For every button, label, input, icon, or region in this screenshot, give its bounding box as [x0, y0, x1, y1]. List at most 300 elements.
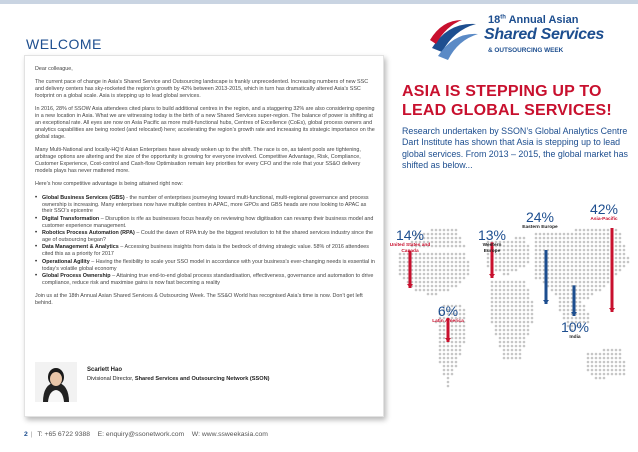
map-dot	[435, 257, 438, 260]
map-dot	[519, 333, 522, 336]
map-dot	[491, 317, 494, 320]
map-dot	[579, 273, 582, 276]
map-dot	[619, 361, 622, 364]
map-dot	[575, 245, 578, 248]
map-dot	[619, 237, 622, 240]
map-dot	[507, 293, 510, 296]
map-dot	[563, 281, 566, 284]
map-dot	[587, 237, 590, 240]
map-dot	[439, 253, 442, 256]
map-dot	[511, 357, 514, 360]
map-dot	[503, 273, 506, 276]
map-dot	[599, 265, 602, 268]
map-dot	[551, 289, 554, 292]
map-dot	[455, 349, 458, 352]
map-dot	[603, 233, 606, 236]
map-dot	[503, 313, 506, 316]
map-dot	[507, 329, 510, 332]
map-dot	[511, 309, 514, 312]
map-dot	[559, 297, 562, 300]
map-dot	[499, 301, 502, 304]
map-dot	[503, 353, 506, 356]
map-dot	[511, 333, 514, 336]
map-dot	[519, 305, 522, 308]
map-dot	[455, 253, 458, 256]
map-dot	[499, 265, 502, 268]
map-dot	[519, 329, 522, 332]
map-dot	[591, 353, 594, 356]
map-dot	[447, 233, 450, 236]
map-dot	[603, 277, 606, 280]
map-dot	[555, 261, 558, 264]
map-dot	[607, 257, 610, 260]
map-dot	[459, 353, 462, 356]
map-dot	[455, 333, 458, 336]
map-dot	[523, 341, 526, 344]
map-dot	[459, 273, 462, 276]
map-dot	[403, 257, 406, 260]
map-dot	[499, 293, 502, 296]
map-dot	[603, 373, 606, 376]
map-dot	[443, 265, 446, 268]
map-dot	[435, 285, 438, 288]
map-dot	[559, 237, 562, 240]
map-dot	[595, 289, 598, 292]
map-dot	[579, 229, 582, 232]
map-dot	[499, 317, 502, 320]
map-dot	[595, 369, 598, 372]
map-dot	[439, 289, 442, 292]
map-dot	[555, 281, 558, 284]
map-dot	[571, 273, 574, 276]
map-dot	[575, 237, 578, 240]
map-dot	[515, 285, 518, 288]
map-dot	[439, 329, 442, 332]
map-dot	[447, 241, 450, 244]
map-dot	[563, 233, 566, 236]
map-dot	[591, 281, 594, 284]
map-dot	[535, 241, 538, 244]
map-dot	[451, 361, 454, 364]
map-dot	[499, 313, 502, 316]
map-dot	[559, 305, 562, 308]
map-dot	[511, 349, 514, 352]
map-dot	[463, 245, 466, 248]
map-dot	[531, 305, 534, 308]
map-dot	[595, 249, 598, 252]
map-dot	[427, 261, 430, 264]
map-dot	[603, 349, 606, 352]
map-dot	[503, 281, 506, 284]
map-dot	[459, 245, 462, 248]
map-dot	[507, 269, 510, 272]
map-dot	[503, 349, 506, 352]
map-dot	[435, 281, 438, 284]
map-dot	[499, 345, 502, 348]
letter-paragraph: The current pace of change in Asia’s Shared Service and Outsourcing landscape is frankly unprecedented. Increasing numbers of new SSC and delivery centers has sky-rocketed the region’s growth by 42% between 2013-2015, which in turn has dramatically altered Asia’s SSC footprint on a global scale. Asia is stepping up to lead global services.	[35, 79, 369, 100]
footer-email[interactable]: E: enquiry@ssonetwork.com	[97, 431, 185, 438]
map-dot	[499, 261, 502, 264]
map-dot	[451, 285, 454, 288]
map-dot	[615, 249, 618, 252]
map-dot	[443, 245, 446, 248]
map-dot	[587, 357, 590, 360]
map-dot	[447, 289, 450, 292]
stat-value: 42%	[589, 201, 619, 217]
map-dot	[431, 265, 434, 268]
map-dot	[455, 325, 458, 328]
map-dot	[511, 281, 514, 284]
map-dot	[599, 229, 602, 232]
map-dot	[535, 233, 538, 236]
map-dot	[599, 273, 602, 276]
map-dot	[527, 325, 530, 328]
map-dot	[503, 337, 506, 340]
map-dot	[611, 361, 614, 364]
map-dot	[571, 265, 574, 268]
stat-value: 24%	[525, 209, 555, 225]
map-dot	[447, 265, 450, 268]
map-dot	[615, 241, 618, 244]
map-dot	[443, 361, 446, 364]
map-dot	[499, 337, 502, 340]
map-dot	[503, 345, 506, 348]
map-dot	[503, 325, 506, 328]
map-dot	[567, 257, 570, 260]
map-dot	[575, 269, 578, 272]
map-dot	[503, 289, 506, 292]
map-dot	[503, 293, 506, 296]
map-dot	[579, 301, 582, 304]
map-dot	[567, 293, 570, 296]
map-dot	[463, 253, 466, 256]
map-dot	[587, 241, 590, 244]
map-dot	[527, 293, 530, 296]
map-dot	[579, 293, 582, 296]
map-dot	[447, 269, 450, 272]
map-dot	[455, 237, 458, 240]
region-bar	[573, 285, 576, 316]
map-dot	[439, 273, 442, 276]
map-dot	[607, 273, 610, 276]
map-dot	[439, 353, 442, 356]
map-dot	[587, 297, 590, 300]
map-dot	[447, 253, 450, 256]
map-dot	[455, 233, 458, 236]
map-dot	[571, 257, 574, 260]
list-item: • Digital Transformation – Disruption is rife as businesses focus heavily on reviewing how digitisation can revamp their business model and customer experience management.	[35, 216, 375, 230]
map-dot	[515, 317, 518, 320]
map-dot	[583, 281, 586, 284]
map-dot	[575, 241, 578, 244]
map-dot	[587, 353, 590, 356]
map-dot	[607, 365, 610, 368]
map-dot	[519, 309, 522, 312]
map-dot	[523, 313, 526, 316]
map-dot	[519, 297, 522, 300]
map-dot	[615, 269, 618, 272]
map-dot	[451, 365, 454, 368]
stat-eastern-europe	[522, 210, 558, 231]
map-dot	[611, 373, 614, 376]
map-dot	[559, 233, 562, 236]
map-dot	[515, 337, 518, 340]
list-item: • Global Process Ownership – Attaining true end-to-end global process standardisation, effectiveness, governance and automation to drive compliance, reduce risk and maximise gains is now fast becoming a reality	[35, 273, 375, 287]
map-dot	[519, 285, 522, 288]
map-dot	[507, 273, 510, 276]
map-dot	[551, 277, 554, 280]
map-dot	[455, 277, 458, 280]
map-dot	[519, 357, 522, 360]
map-dot	[603, 361, 606, 364]
map-dot	[515, 281, 518, 284]
map-dot	[459, 277, 462, 280]
map-dot	[415, 265, 418, 268]
map-dot	[507, 305, 510, 308]
map-dot	[607, 353, 610, 356]
author-signature	[35, 362, 375, 402]
map-dot	[499, 329, 502, 332]
map-dot	[563, 265, 566, 268]
map-dot	[515, 345, 518, 348]
map-dot	[595, 281, 598, 284]
map-dot	[511, 249, 514, 252]
map-dot	[451, 257, 454, 260]
map-dot	[575, 249, 578, 252]
map-dot	[447, 257, 450, 260]
map-dot	[579, 233, 582, 236]
map-dot	[583, 241, 586, 244]
map-dot	[419, 257, 422, 260]
map-dot	[443, 241, 446, 244]
map-dot	[419, 281, 422, 284]
map-dot	[515, 301, 518, 304]
map-dot	[615, 365, 618, 368]
map-dot	[523, 309, 526, 312]
map-dot	[495, 281, 498, 284]
map-dot	[567, 237, 570, 240]
stat-region: Eastern Europe	[522, 225, 558, 230]
map-dot	[527, 321, 530, 324]
map-dot	[435, 233, 438, 236]
map-dot	[455, 341, 458, 344]
map-dot	[427, 289, 430, 292]
map-dot	[539, 237, 542, 240]
map-dot	[447, 377, 450, 380]
map-dot	[623, 249, 626, 252]
map-dot	[435, 261, 438, 264]
map-dot	[447, 361, 450, 364]
map-dot	[559, 253, 562, 256]
letter-paragraph: Many Multi-National and locally-HQ’d Asian Enterprises have already woken up to the shift. The race is on, as talent pools are tightening, arbitrage options are altering and the size of the opportunity is growing for everyone involved. Competitive Advantage, Risk, Compliance, Customer Experience, Cost-control and Cash-flow Optimisation remain key priorities for every CFO and the role that your SS&O delivery models plays has never mattered more.	[35, 147, 361, 175]
region-pin-icon	[489, 274, 495, 278]
region-bar	[611, 228, 614, 312]
map-dot	[443, 357, 446, 360]
map-dot	[527, 257, 530, 260]
map-dot	[443, 349, 446, 352]
map-dot	[507, 297, 510, 300]
map-dot	[531, 321, 534, 324]
map-dot	[567, 309, 570, 312]
map-dot	[515, 297, 518, 300]
map-dot	[515, 329, 518, 332]
map-dot	[523, 325, 526, 328]
map-dot	[595, 257, 598, 260]
map-dot	[511, 245, 514, 248]
map-dot	[615, 361, 618, 364]
map-dot	[507, 357, 510, 360]
map-dot	[491, 293, 494, 296]
map-dot	[591, 237, 594, 240]
map-dot	[599, 377, 602, 380]
map-dot	[443, 369, 446, 372]
map-dot	[603, 245, 606, 248]
region-pin-icon	[543, 300, 549, 304]
map-dot	[535, 261, 538, 264]
map-dot	[443, 373, 446, 376]
map-dot	[455, 265, 458, 268]
map-dot	[523, 333, 526, 336]
map-dot	[623, 265, 626, 268]
map-dot	[571, 277, 574, 280]
map-dot	[619, 357, 622, 360]
map-dot	[451, 241, 454, 244]
map-dot	[511, 241, 514, 244]
map-dot	[555, 273, 558, 276]
map-dot	[487, 265, 490, 268]
map-dot	[439, 233, 442, 236]
map-dot	[499, 305, 502, 308]
map-dot	[555, 269, 558, 272]
map-dot	[535, 265, 538, 268]
map-dot	[499, 289, 502, 292]
map-dot	[443, 329, 446, 332]
map-dot	[587, 261, 590, 264]
map-dot	[591, 245, 594, 248]
map-dot	[447, 237, 450, 240]
map-dot	[439, 277, 442, 280]
map-dot	[563, 313, 566, 316]
map-dot	[599, 289, 602, 292]
map-dot	[447, 365, 450, 368]
stat-value: 13%	[477, 227, 507, 243]
map-dot	[615, 245, 618, 248]
map-dot	[431, 281, 434, 284]
map-dot	[603, 273, 606, 276]
map-dot	[515, 353, 518, 356]
map-dot	[555, 245, 558, 248]
map-dot	[567, 277, 570, 280]
stat-region: Asia-Pacific	[590, 217, 618, 222]
map-dot	[455, 257, 458, 260]
footer-website[interactable]: W: www.ssweekasia.com	[191, 431, 268, 438]
page-title: WELCOME	[26, 36, 102, 52]
map-dot	[555, 257, 558, 260]
map-dot	[599, 285, 602, 288]
map-dot	[451, 373, 454, 376]
map-dot	[583, 257, 586, 260]
map-dot	[503, 301, 506, 304]
map-dot	[619, 353, 622, 356]
map-dot	[595, 229, 598, 232]
map-dot	[451, 261, 454, 264]
map-dot	[515, 257, 518, 260]
map-dot	[559, 273, 562, 276]
map-dot	[443, 277, 446, 280]
map-dot	[451, 345, 454, 348]
map-dot	[531, 309, 534, 312]
map-dot	[599, 241, 602, 244]
map-dot	[519, 313, 522, 316]
map-dot	[591, 269, 594, 272]
map-dot	[559, 269, 562, 272]
map-dot	[495, 333, 498, 336]
map-dot	[603, 353, 606, 356]
map-dot	[583, 277, 586, 280]
map-dot	[431, 293, 434, 296]
map-dot	[523, 329, 526, 332]
map-dot	[459, 329, 462, 332]
map-dot	[527, 333, 530, 336]
map-dot	[511, 257, 514, 260]
map-dot	[599, 365, 602, 368]
map-dot	[567, 269, 570, 272]
stat-region: United States and Canada	[389, 243, 431, 254]
map-dot	[559, 261, 562, 264]
map-dot	[619, 257, 622, 260]
map-dot	[615, 229, 618, 232]
map-dot	[555, 237, 558, 240]
map-dot	[419, 277, 422, 280]
map-dot	[415, 269, 418, 272]
map-dot	[551, 233, 554, 236]
map-dot	[423, 281, 426, 284]
map-dot	[563, 277, 566, 280]
map-dot	[611, 353, 614, 356]
map-dot	[555, 293, 558, 296]
map-dot	[423, 269, 426, 272]
map-dot	[583, 293, 586, 296]
map-dot	[611, 369, 614, 372]
map-dot	[443, 345, 446, 348]
map-dot	[447, 261, 450, 264]
map-dot	[591, 261, 594, 264]
map-dot	[415, 273, 418, 276]
map-dot	[563, 237, 566, 240]
map-dot	[439, 349, 442, 352]
map-dot	[439, 345, 442, 348]
map-dot	[515, 325, 518, 328]
map-dot	[551, 249, 554, 252]
map-dot	[615, 253, 618, 256]
map-dot	[603, 357, 606, 360]
map-dot	[451, 277, 454, 280]
map-dot	[515, 313, 518, 316]
map-dot	[583, 245, 586, 248]
map-dot	[463, 337, 466, 340]
map-dot	[467, 273, 470, 276]
map-dot	[519, 289, 522, 292]
map-dot	[595, 357, 598, 360]
map-dot	[515, 237, 518, 240]
map-dot	[535, 277, 538, 280]
map-dot	[579, 289, 582, 292]
map-dot	[559, 241, 562, 244]
map-dot	[563, 285, 566, 288]
map-dot	[503, 285, 506, 288]
map-dot	[583, 229, 586, 232]
map-dot	[587, 265, 590, 268]
